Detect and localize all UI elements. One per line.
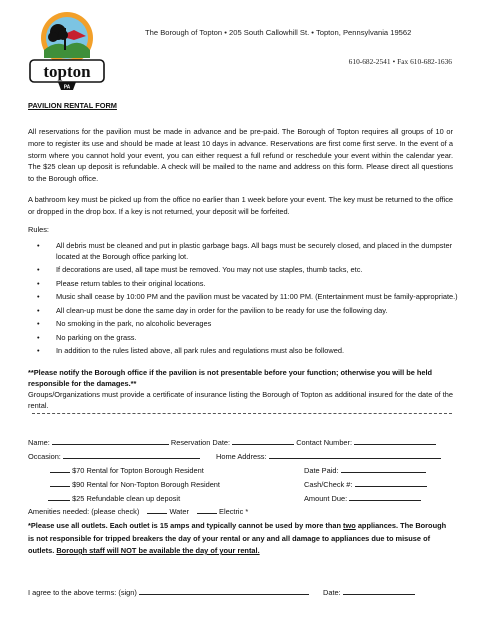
form-row-nonresident [50,479,220,489]
amount-due-label: Amount Due: [304,494,348,503]
nonresident-rental-label: $90 Rental for Non-Topton Borough Resident [72,480,220,489]
outlet-notice: *Please use all outlets. Each outlet is 15 amps and typically cannot be used by more than two appliances. The Borough is not responsible for tripped breakers the day of your rental or any and all damage to appliances due to misuse of outlets. Borough staff will NOT be available the day of your rental. [28,521,447,555]
key-policy-paragraph: A bathroom key must be picked up from the office no earlier than 1 week before your event. The key must be returned to the office or dropped in the drop box. If a key is not returned, your deposit will be forfeited. [28,195,453,216]
resident-rental-label: $70 Rental for Topton Borough Resident [72,466,204,475]
rules-list [28,241,458,360]
outlet-two-emphasis: two [343,521,356,530]
phone-number: 610-682-2541 [348,57,391,66]
date-paid-label: Date Paid: [304,466,339,475]
deposit-label: $25 Refundable clean up deposit [72,494,181,503]
intro-paragraph: All reservations for the pavilion must be made in advance and be pre-paid. The Borough of Topton requires all groups of 10 or more to register its use and should be made at least 10 days in advance. Reservations are first come first serve. In the event of a storm where you cannot hold your event, you can either request a full refund or reschedule your event within the calendar year. The $25 clean up deposit is refundable. A check will be mailed to the name and address on this form. Please direct all questions to the Borough office. [28,127,453,184]
amenities-label: Amenities needed: (please check) [28,507,140,516]
contact-number-label: Contact Number: [296,438,353,447]
fax-label: Fax [397,57,409,66]
form-row-amenities [28,506,248,516]
reservation-date-label: Reservation Date: [170,438,231,447]
deposit-checkbox[interactable] [48,493,70,501]
damage-notice: **Please notify the Borough office if the pavilion is not presentable before your function; otherwise you will be held responsible for the damages.** [28,368,433,388]
rule-item: • No smoking in the park, no alcoholic beverages [37,319,212,328]
form-row-amount-due [304,493,421,503]
cash-check-field[interactable] [355,479,427,487]
header-phone-fax: 610-682-2541 • Fax 610-682-1636 [348,57,452,66]
date-paid-field[interactable] [341,465,426,473]
signature-field[interactable] [139,587,309,595]
rule-item: • In addition to the rules listed above, all park rules and regulations must also be followed. [37,346,344,355]
form-row-cash-check [304,479,427,489]
topton-logo [26,10,108,98]
electric-label: Electric * [219,507,249,516]
reservation-date-field[interactable] [232,437,294,445]
form-row-occasion [28,451,441,461]
rule-item: • No parking on the grass. [37,332,137,342]
form-title: PAVILION RENTAL FORM [28,101,117,110]
cash-check-label: Cash/Check #: [304,480,353,489]
fax-number: 610-682-1636 [410,57,452,66]
signature-date-label: Date: [323,588,341,597]
home-address-field[interactable] [269,451,441,459]
rule-item: • Please return tables to their original locations. [37,278,206,288]
agree-terms-label: I agree to the above terms: (sign) [28,588,137,597]
nonresident-rental-checkbox[interactable] [50,479,70,487]
form-row-name [28,437,436,447]
staff-unavailable-notice: Borough staff will NOT be available the day of your rental. [56,546,260,555]
rule-item: • If decorations are used, all tape must be removed. You may not use staples, thumb tacks, etc. [37,265,363,274]
water-checkbox[interactable] [147,506,167,514]
signature-row [28,587,415,597]
insurance-paragraph: Groups/Organizations must provide a certificate of insurance listing the Borough of Topton as additional insured for the date of the rental. [28,390,453,410]
name-label: Name: [28,438,50,447]
cut-line-divider [32,413,452,414]
home-address-label: Home Address: [216,452,267,461]
rule-item: • Music shall cease by 10:00 PM and the pavilion must be vacated by 11:00 PM. (Entertainment must be family-appropriate.) [37,292,458,301]
amount-due-field[interactable] [349,493,421,501]
electric-checkbox[interactable] [197,506,217,514]
resident-rental-checkbox[interactable] [50,465,70,473]
rules-label: Rules: [28,225,49,234]
water-label: Water [169,507,189,516]
signature-date-field[interactable] [343,587,415,595]
form-row-resident [50,465,204,475]
occasion-field[interactable] [63,451,200,459]
name-field[interactable] [52,437,169,445]
logo-state: PA [63,84,71,91]
topton-logo-graphic [26,10,108,98]
contact-number-field[interactable] [354,437,436,445]
form-row-date-paid [304,465,426,475]
rule-item: • All debris must be cleaned and put in plastic garbage bags. All bags must be securely closed, and placed in the dumpster located at the Borough office parking lot. [37,241,453,261]
occasion-label: Occasion: [28,452,61,461]
rule-item: • All clean-up must be done the same day in order for the pavilion to be ready for use the following day. [37,305,388,315]
form-row-deposit [48,493,180,503]
logo-wordmark: topton [43,62,91,81]
header-address: The Borough of Topton • 205 South Callowhill St. • Topton, Pennsylvania 19562 [145,28,412,37]
